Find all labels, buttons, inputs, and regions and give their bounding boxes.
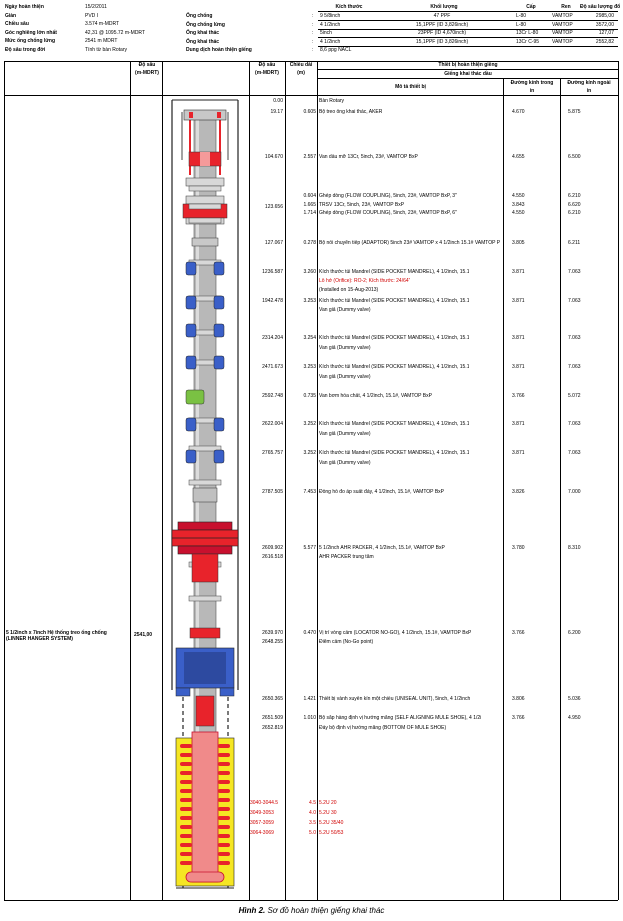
tubing-header-size: Kích thước [335, 4, 363, 10]
info-label: Độ sâu trong đới [5, 46, 46, 53]
row-desc: Thiết bị vành xuyến kín một chiều (UNISEAL UNIT), 5inch, 4 1/2inch [319, 696, 471, 702]
info-value: 3.574 m-MDRT [85, 21, 120, 27]
row-id: 4.670 [512, 109, 525, 115]
table-bottom-border [4, 900, 618, 901]
perf-length: 3.5 [309, 820, 316, 826]
row-depth: 127.067 [264, 240, 283, 246]
row-length: 3.252 [303, 450, 316, 456]
info-value: 42,31 @ 1095.72 m-MDRT [85, 29, 146, 36]
perf-mark-right [218, 744, 230, 748]
header-id-unit: in [529, 88, 535, 94]
row-od: 6.210 [568, 193, 581, 199]
row-depth: 2765.757 [262, 450, 283, 456]
tubing-header-line [318, 11, 618, 12]
tubing-cell-weight: 47 PPF [433, 13, 451, 19]
col-divider-1 [130, 61, 131, 900]
perf-mark-left [180, 816, 192, 820]
row-desc: Van giả (Dummy valve) [319, 374, 371, 380]
row-od: 6.211 [568, 240, 581, 246]
row-depth: 2616.518 [262, 554, 283, 560]
tubing-cell-size: 9 5/8inch [320, 13, 341, 19]
row-desc: Van giả (Dummy valve) [319, 345, 371, 351]
row-desc: Van giả (Dummy valve) [319, 307, 371, 313]
hanger-seal-left [189, 112, 193, 118]
row-id: 3.826 [512, 489, 525, 495]
info-label: Mức ống chống lửng [5, 38, 56, 44]
mandrel-right [214, 324, 224, 337]
row-desc: Kích thước túi Mandrel (SIDE POCKET MANDREL), 4 1/2inch, 15.1 [319, 269, 470, 275]
col-divider-7 [560, 78, 561, 900]
colon: : [312, 13, 314, 19]
row-length: 1.010 [303, 715, 316, 721]
row-desc: 5 1/2inch AHR PACKER, 4 1/2inch, 15.1#, VAMTOP BxP [319, 545, 445, 551]
col-divider-3 [249, 61, 250, 900]
safety-valve-highlight [200, 152, 210, 166]
row-depth: 2652.819 [262, 725, 283, 731]
row-desc: Điểm cầm (No-Go point) [319, 639, 374, 645]
colon: : [312, 30, 314, 36]
tubing-cell-grade: 13Cr C-95 [516, 38, 540, 45]
table-border-right [618, 61, 619, 900]
info-label: Góc nghiêng lớn nhất [5, 29, 57, 36]
tubing-cell-depth: 2552,82 [595, 38, 614, 45]
row-id: 3.871 [512, 269, 525, 275]
perf-range: 3064-3069 [250, 830, 274, 836]
row-depth: 1236.587 [262, 269, 283, 275]
tubing-cell-grade: L-80 [516, 21, 527, 28]
row-depth: 19.17 [270, 109, 283, 115]
header-id: Đường kính trong [510, 80, 554, 86]
header-desc: Mô tả thiết bị [395, 84, 426, 90]
perf-mark-left [180, 780, 192, 784]
header-equip-title: Thiết bị hoàn thiện giếng [438, 62, 498, 68]
row-depth: 2648.255 [262, 639, 283, 645]
mandrel-right [214, 418, 224, 431]
perf-mark-right [218, 843, 230, 847]
row-id: 3.766 [512, 715, 525, 721]
liner-hanger-foot-right [220, 688, 234, 696]
tubing-header-weight: Khối lượng [430, 4, 458, 10]
chemical-injection-valve [186, 390, 204, 404]
uniseal-unit [196, 696, 214, 726]
tubing-cell-grade: 13Cr L-80 [516, 30, 539, 36]
perf-mark-right [218, 825, 230, 829]
row-desc: Kích thước túi Mandrel (SIDE POCKET MANDREL), 4 1/2inch, 15.1 [319, 450, 470, 456]
row-desc: Van bơm hóa chất, 4 1/2inch, 15.1#, VAMTOP BxP [319, 393, 432, 399]
caption-label: Hình 2. [238, 906, 266, 915]
liner-hanger-inner [184, 652, 226, 684]
perf-mark-left [180, 807, 192, 811]
row-depth: 2609.902 [262, 545, 283, 551]
mandrel-left [186, 296, 196, 309]
tubing-label: Ống khai thác [186, 38, 220, 45]
tubing-cell-weight: 23PPF (ID 4,670inch) [417, 30, 467, 36]
mandrel-right [214, 296, 224, 309]
row-od: 8.310 [568, 545, 581, 551]
mandrel-right [214, 450, 224, 463]
mandrel-left [186, 450, 196, 463]
row-od: 7.063 [568, 298, 581, 304]
info-value: 2541 m MDRT [85, 38, 118, 44]
perf-mark-right [218, 789, 230, 793]
row-depth: 104.670 [264, 154, 283, 160]
tubing-cell-size: 4 1/2inch [320, 38, 341, 45]
row-length: 3.253 [303, 364, 316, 370]
perf-mark-left [180, 789, 192, 793]
row-desc: Bàn Rotary [319, 98, 345, 104]
row-length: 1.714 [303, 210, 316, 216]
adaptor [192, 238, 218, 246]
row-desc: Van dầu mỡ 13Cr, 5inch, 23#, VAMTOP BxP [319, 154, 418, 160]
perf-length: 4.5 [309, 800, 316, 806]
info-label: Chiều sâu [5, 21, 29, 27]
col-divider-6 [503, 78, 504, 900]
row-depth: 2314.204 [262, 335, 283, 341]
row-depth: 2592.748 [262, 393, 283, 399]
row-length: 3.253 [303, 298, 316, 304]
row-id: 4.655 [512, 154, 525, 160]
header-length: Chiều dài [289, 62, 313, 68]
info-label: Giàn [5, 12, 17, 19]
figure-caption [0, 906, 623, 915]
tubing-cell-depth: 3572,00 [595, 21, 614, 28]
row-id: 4.550 [512, 210, 525, 216]
perf-mark-left [180, 771, 192, 775]
perf-mark-left [180, 762, 192, 766]
tubing-collar [189, 186, 221, 191]
row-length: 3.252 [303, 421, 316, 427]
perf-mark-left [180, 825, 192, 829]
mandrel-left [186, 262, 196, 275]
perf-length: 5.0 [309, 830, 316, 836]
row-desc: Bộ nối chuyển tiếp (ADAPTOR) 5inch 23# VAMTOP x 4 1/2inch 15.1# VAMTOP P [319, 240, 501, 246]
tubing-cell-thread: VAMTOP [552, 30, 573, 36]
row-od: 5.072 [568, 393, 581, 399]
perf-mark-left [180, 852, 192, 856]
perf-zone: 5.2U 50/53 [319, 830, 344, 836]
perf-range: 3057-3059 [250, 820, 274, 826]
tubing-cell-thread: VAMTOP [552, 13, 573, 19]
row-desc: Vị trí vòng cầm (LOCATOR NO-GO), 4 1/2inch, 15.1#, VAMTOP BxP [319, 630, 472, 636]
liner-shoe [186, 872, 224, 882]
perf-mark-left [180, 834, 192, 838]
row-od: 7.063 [568, 269, 581, 275]
tubing-header-grade: Cấp [526, 4, 536, 10]
row-desc: Đáy bộ định vị hướng măng (BOTTOM OF MULE SHOE) [319, 725, 447, 731]
row-length: 2.557 [303, 154, 316, 160]
row-od: 7.000 [568, 489, 581, 495]
hanger-seal-right [217, 112, 221, 118]
row-od: 7.063 [568, 450, 581, 456]
liner-pipe [192, 732, 218, 882]
info-value: PVD I [85, 12, 99, 19]
row-id: 3.871 [512, 421, 525, 427]
perf-zone: 5.2U 20 [319, 800, 337, 806]
tubing-cell-thread: VAMTOP [552, 38, 573, 45]
header-divider-2 [317, 78, 618, 79]
row-id: 3.871 [512, 450, 525, 456]
perf-range: 3049-3053 [250, 810, 274, 816]
perf-mark-left [180, 843, 192, 847]
header-depth-unit: (m-MDRT) [135, 70, 159, 76]
row-id: 3.871 [512, 298, 525, 304]
row-depth: 123.656 [264, 204, 283, 210]
row-length: 0.278 [303, 240, 316, 246]
tubing-cell-depth: 127,07 [598, 30, 614, 36]
row-depth: 1942.478 [262, 298, 283, 304]
colon: : [312, 38, 314, 45]
row-desc: Ghép dòng (FLOW COUPLING), 5inch, 23#, VAMTOP BxP, 3" [319, 193, 457, 199]
fluid-value: 8,6 ppg NACL [320, 47, 352, 53]
header-depth2: Độ sâu [258, 62, 276, 68]
header-od-unit: in [586, 88, 592, 94]
row-id: 3.780 [512, 545, 525, 551]
info-label: Ngày hoàn thiện [5, 4, 44, 10]
row-id: 3.843 [512, 202, 525, 208]
tubing-collar [189, 596, 221, 601]
tubing-cell-weight: 15,1PPF (ID 3,826inch) [415, 38, 469, 45]
row-od: 5.036 [568, 696, 581, 702]
header-depth: Độ sâu [138, 62, 156, 68]
tubing-cell-depth: 2985,00 [595, 13, 614, 19]
row-id: 3.806 [512, 696, 525, 702]
perf-mark-right [218, 861, 230, 865]
well-schematic [162, 95, 249, 900]
perf-mark-left [180, 744, 192, 748]
mandrel-right [214, 262, 224, 275]
row-depth: 2650.365 [262, 696, 283, 702]
row-od: 4.950 [568, 715, 581, 721]
perf-mark-left [180, 798, 192, 802]
row-desc: Van giả (Dummy valve) [319, 431, 371, 437]
perf-range: 3040-3044.5 [250, 800, 279, 806]
row-desc: Bộ sắp hàng định vị hướng măng (SELF ALIGNING MULE SHOE), 4 1/2i [319, 715, 482, 721]
perf-zone: 5.2U 30 [319, 810, 337, 816]
row-od: 6.500 [568, 154, 581, 160]
row-length: 1.421 [303, 696, 316, 702]
row-desc: Lỗ hở (Orifice): RO-2; Kích thước: 24/64" [319, 278, 411, 284]
perf-mark-right [218, 753, 230, 757]
header-equip-sub: Giếng khai thác dầu [444, 71, 492, 77]
row-desc: Đồng hồ đo áp suất đáy, 4 1/2inch, 15.1#, VAMTOP BxP [319, 489, 444, 495]
row-depth: 0.00 [273, 98, 283, 104]
tubing-cell-weight: 15,1PPF (ID 3,826inch) [415, 21, 469, 28]
mandrel-left [186, 418, 196, 431]
row-id: 3.766 [512, 630, 525, 636]
colon: : [312, 21, 314, 28]
row-length: 3.254 [303, 335, 316, 341]
row-od: 7.063 [568, 335, 581, 341]
info-value: 15/2/2011 [85, 4, 107, 10]
row-depth: 2622.004 [262, 421, 283, 427]
row-desc: Kích thước túi Mandrel (SIDE POCKET MANDREL), 4 1/2inch, 15.1 [319, 421, 470, 427]
row-depth: 2639.970 [262, 630, 283, 636]
row-od: 7.063 [568, 421, 581, 427]
row-length: 1.665 [303, 202, 316, 208]
colon: : [312, 47, 314, 53]
tubing-cell-size: 4 1/2inch [320, 21, 341, 28]
tubing-header-thread: Ren [561, 4, 571, 10]
row-desc: Van giả (Dummy valve) [319, 460, 371, 466]
row-length: 0.735 [303, 393, 316, 399]
tubing-cell-thread: VAMTOP [552, 21, 573, 28]
tubing-label: Ống khai thác [186, 30, 220, 36]
perf-mark-left [180, 861, 192, 865]
pressure-gauge [193, 488, 217, 502]
row-od: 7.063 [568, 364, 581, 370]
perf-mark-right [218, 780, 230, 784]
row-length: 0.605 [303, 109, 316, 115]
row-id: 3.805 [512, 240, 525, 246]
tubing-label: Dung dịch hoàn thiện giếng [186, 47, 252, 53]
tubing-collar [189, 204, 221, 209]
row-id: 4.550 [512, 193, 525, 199]
perf-mark-right [218, 798, 230, 802]
row-id: 3.766 [512, 393, 525, 399]
packer-mandrel [192, 554, 218, 582]
tubing-header-depth: Độ sâu lượng đổ [580, 4, 621, 10]
tubing-collar [189, 480, 221, 485]
perf-mark-right [218, 816, 230, 820]
perf-mark-right [218, 771, 230, 775]
tubing-row-line [318, 46, 618, 47]
perf-mark-right [218, 762, 230, 766]
row-desc: Bộ treo ống khai thác, AKER [319, 109, 383, 115]
caption-text: Sơ đồ hoàn thiện giếng khai thác [265, 906, 385, 915]
packer-top [178, 522, 232, 530]
flow-coupling-2 [186, 196, 224, 204]
tubing-cell-grade: L-80 [516, 13, 527, 19]
locator-no-go [190, 628, 220, 638]
mandrel-left [186, 356, 196, 369]
tubing-label: Ống chống lửng [186, 21, 225, 28]
perf-mark-right [218, 852, 230, 856]
row-length: 0.604 [303, 193, 316, 199]
row-depth: 2471.673 [262, 364, 283, 370]
mandrel-left [186, 324, 196, 337]
packer-bottom [178, 546, 232, 554]
row-od: 6.620 [568, 202, 581, 208]
row-desc: Kích thước túi Mandrel (SIDE POCKET MANDREL), 4 1/2inch, 15.1 [319, 298, 470, 304]
row-desc: (Installed on 15-Aug-2013) [319, 287, 379, 293]
row-depth: 2651.509 [262, 715, 283, 721]
row-desc: TRSV 13Cr, 5inch, 23#, VAMTOP BxP [319, 202, 405, 208]
tubing-label: Ống chống [186, 13, 213, 19]
info-value: Tính từ bàn Rotary [85, 46, 127, 53]
tubing-cell-size: 5inch [320, 30, 332, 36]
header-length-unit: (m) [297, 70, 305, 76]
header-bottom-border [4, 95, 618, 96]
header-od: Đường kính ngoài [567, 80, 611, 86]
perf-length: 4.0 [309, 810, 316, 816]
row-od: 6.210 [568, 210, 581, 216]
row-desc: Kích thước túi Mandrel (SIDE POCKET MANDREL), 4 1/2inch, 15.1 [319, 335, 470, 341]
row-desc: Kích thước túi Mandrel (SIDE POCKET MANDREL), 4 1/2inch, 15.1 [319, 364, 470, 370]
row-length: 3.260 [303, 269, 316, 275]
mandrel-right [214, 356, 224, 369]
row-desc: AHR PACKER trung tâm [319, 554, 374, 560]
liner-hanger-label: 5 1/2inch x 7inch Hệ thống treo ống chống (LINNER HANGER SYSTEM) [6, 630, 107, 642]
col-divider-4 [285, 61, 286, 900]
header-divider-1 [317, 69, 618, 70]
row-od: 6.200 [568, 630, 581, 636]
flow-coupling-1 [186, 178, 224, 186]
perf-mark-right [218, 834, 230, 838]
row-depth: 2787.505 [262, 489, 283, 495]
col-divider-5 [317, 61, 318, 900]
row-id: 3.871 [512, 364, 525, 370]
row-length: 7.453 [303, 489, 316, 495]
table-border-left [4, 61, 5, 900]
liner-hanger-depth: 2541,00 [134, 632, 153, 638]
perf-mark-left [180, 753, 192, 757]
perf-zone: 5.2U 35/40 [319, 820, 344, 826]
row-desc: Ghép dòng (FLOW COUPLING), 5inch, 23#, VAMTOP BxP, 6" [319, 210, 457, 216]
row-length: 0.470 [303, 630, 316, 636]
header-depth2-unit: (m-MDRT) [255, 70, 279, 76]
row-od: 5.875 [568, 109, 581, 115]
row-id: 3.871 [512, 335, 525, 341]
liner-hanger-foot-left [176, 688, 190, 696]
tubing-collar [189, 218, 221, 223]
row-length: 5.577 [303, 545, 316, 551]
perf-mark-right [218, 807, 230, 811]
